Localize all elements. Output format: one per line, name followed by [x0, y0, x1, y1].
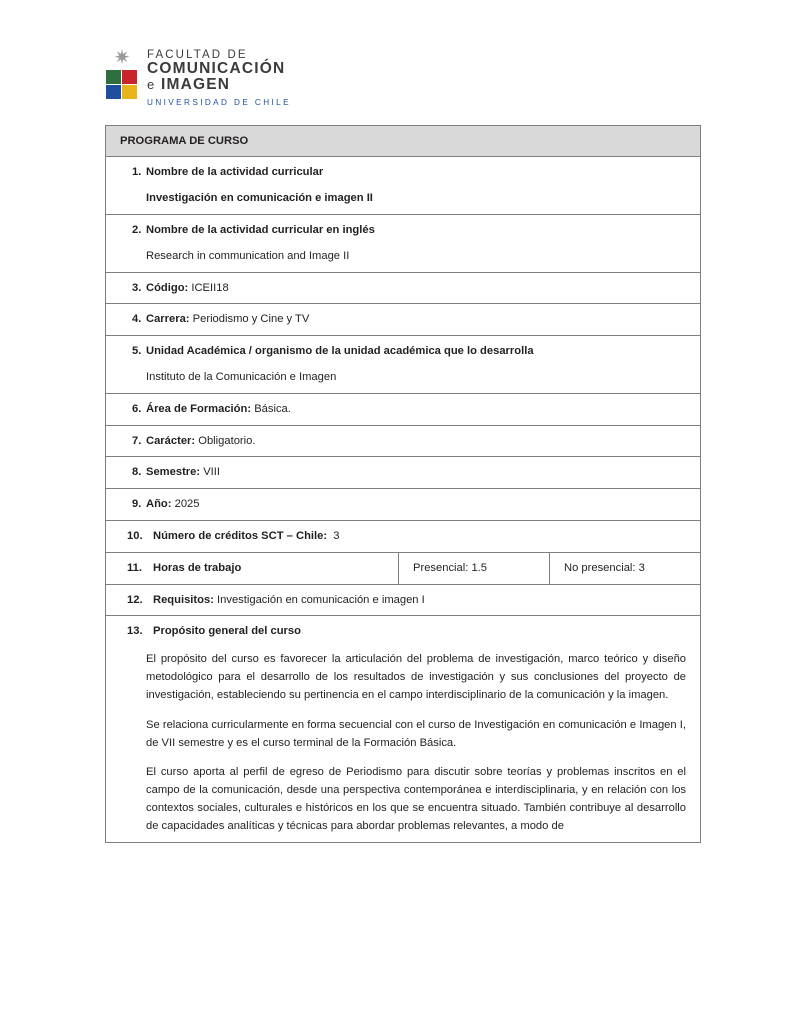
row-value: Research in communication and Image II	[146, 249, 350, 262]
row-label: Código:	[146, 281, 189, 294]
logo-square-red	[122, 70, 137, 84]
row-number: 12.	[127, 593, 143, 606]
table-row	[106, 393, 701, 425]
table-row	[106, 520, 701, 552]
logo-line-faculty: FACULTAD DE	[147, 49, 248, 61]
row-number: 5.	[132, 345, 142, 358]
row-label: Nombre de la actividad curricular	[146, 166, 324, 179]
faculty-logo	[105, 48, 740, 107]
row-label: Nombre de la actividad curricular en inglés	[146, 223, 375, 236]
row-number: 11.	[127, 561, 142, 574]
logo-line-image	[147, 77, 291, 93]
purpose-paragraph: Se relaciona curricularmente en forma secuencial con el curso de Investigación en comunicación e Imagen I, de VII semestre y es el curso terminal de la Formación Básica.	[146, 718, 687, 749]
row-number: 9.	[132, 498, 142, 511]
row-label: Requisitos:	[153, 593, 214, 606]
hours-presencial: Presencial: 1.5	[399, 552, 550, 584]
program-title: PROGRAMA DE CURSO	[106, 125, 701, 157]
logo-line-imagen: IMAGEN	[160, 76, 231, 94]
logo-square-yellow	[122, 85, 137, 99]
hours-no-presencial: No presencial: 3	[550, 552, 701, 584]
row-label: Unidad Académica / organismo de la unidad académica que lo desarrolla	[146, 345, 534, 358]
row-label: Área de Formación:	[146, 402, 252, 415]
row-number: 4.	[132, 313, 142, 326]
logo-line-e: e	[147, 77, 156, 93]
row-number: 3.	[132, 281, 142, 294]
table-row	[106, 157, 701, 215]
table-row	[106, 214, 701, 272]
table-header-row	[106, 125, 701, 157]
logo-mark	[105, 48, 139, 104]
row-number: 6.	[132, 402, 142, 415]
table-row	[106, 272, 701, 304]
row-value: VIII	[203, 466, 221, 479]
logo-square-blue	[106, 85, 121, 99]
table-row-purpose	[106, 616, 701, 843]
row-value: 3	[333, 529, 340, 542]
row-value: Investigación en comunicación e imagen II	[146, 192, 373, 205]
row-label: Semestre:	[146, 466, 201, 479]
row-value: Obligatorio.	[198, 434, 256, 447]
table-row	[106, 489, 701, 521]
row-value: 2025	[174, 498, 200, 511]
logo-line-university: UNIVERSIDAD DE CHILE	[147, 97, 291, 107]
purpose-paragraph: El curso aporta al perfil de egreso de Periodismo para discutir sobre teorías y problemas inscritos en el campo de la comunicación, desde una perspectiva contemporánea e interdisciplinaria, y en relación con los contextos sociales, culturales e históricos en los que se encuentra situado. También contribuye al desarrollo de capacidades analíticas y técnicas para abordar problemas relevantes, a modo de	[146, 765, 687, 833]
logo-line-communication: COMUNICACIÓN	[147, 60, 286, 78]
table-row	[106, 304, 701, 336]
row-label: Horas de trabajo	[153, 561, 242, 574]
row-value: ICEII18	[191, 281, 229, 294]
row-number: 13.	[127, 625, 143, 638]
row-number: 8.	[132, 466, 142, 479]
star-icon: ✷	[113, 47, 131, 69]
table-row	[106, 584, 701, 616]
logo-square-green	[106, 70, 121, 84]
row-label: Propósito general del curso	[153, 625, 301, 638]
purpose-paragraph: El propósito del curso es favorecer la articulación del problema de investigación, marco teórico y diseño metodológico para el desarrollo de los resultados de investigación y sus conclusiones del proyecto de investigación, estableciendo su pertinencia en el campo interdisciplinario de la comunicación y la imagen.	[146, 653, 687, 702]
row-value: Investigación en comunicación e imagen I	[217, 593, 425, 606]
row-value: Periodismo y Cine y TV	[192, 313, 310, 326]
row-label: Carrera:	[146, 313, 190, 326]
row-value: Básica.	[254, 402, 291, 415]
row-number: 1.	[132, 166, 142, 179]
row-value: Instituto de la Comunicación e Imagen	[146, 370, 337, 383]
row-label: Año:	[146, 498, 172, 511]
row-label: Carácter:	[146, 434, 196, 447]
row-number: 2.	[132, 223, 142, 236]
table-row	[106, 457, 701, 489]
row-label: Número de créditos SCT – Chile:	[153, 529, 328, 542]
logo-text	[147, 48, 291, 107]
row-number: 10.	[127, 529, 143, 542]
table-row-hours	[106, 552, 701, 584]
row-number: 7.	[132, 434, 142, 447]
course-program-table	[105, 125, 701, 844]
table-row	[106, 425, 701, 457]
table-row	[106, 336, 701, 394]
